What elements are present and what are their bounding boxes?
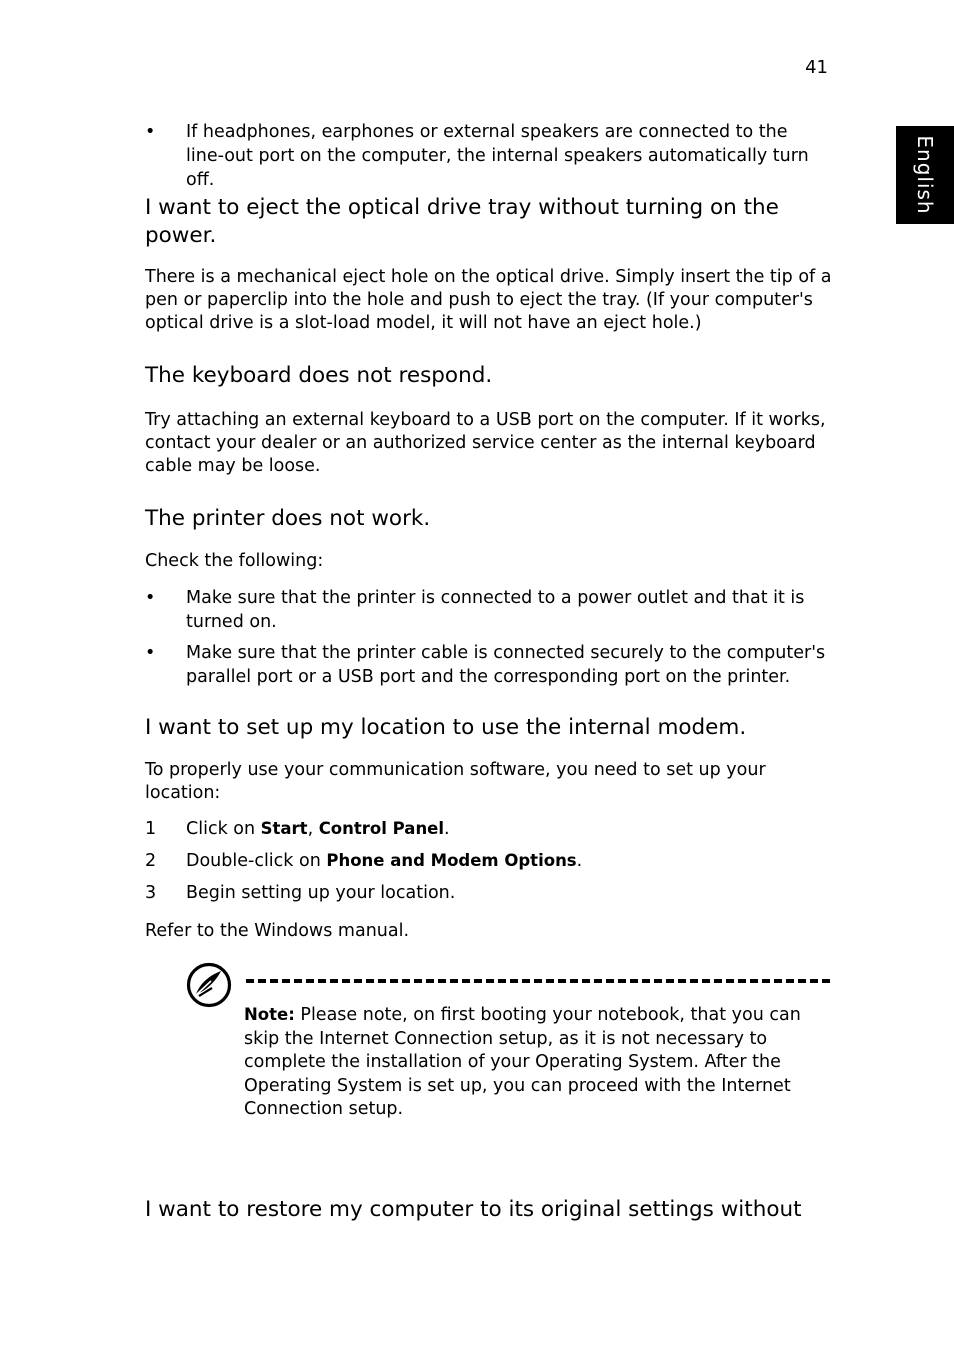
note-label: Note:: [244, 1005, 295, 1024]
step-text: Click on: [186, 819, 261, 839]
step-text: .: [444, 819, 450, 839]
bullet-icon: •: [145, 588, 156, 608]
heading-keyboard: The keyboard does not respond.: [145, 363, 493, 388]
bullet-text: If headphones, earphones or external speakers are connected to the line-out port on the computer, the internal speakers automatically turn off.: [186, 122, 809, 190]
note-divider: [246, 979, 830, 983]
bullet-text: Make sure that the printer cable is connected securely to the computer's parallel port or a USB port and the corresponding port on the printer.: [186, 643, 826, 687]
ui-term-start: Start: [260, 819, 308, 838]
language-tab: [896, 126, 954, 224]
step-text: ,: [307, 819, 319, 839]
ui-term-control-panel: Control Panel: [318, 819, 445, 838]
paragraph-keyboard: Try attaching an external keyboard to a USB port on the computer. If it works, contact your dealer or an authorized service center as the internal keyboard cable may be loose.: [145, 410, 826, 476]
bullet-icon: •: [145, 122, 156, 142]
step-number: 2: [145, 851, 157, 871]
note-body: Please note, on first booting your notebook, that you can skip the Internet Connection setup, as it is not necessary to complete the installation of your Operating System. After the Operating System is set up, you can proceed with the Internet Connection setup.: [244, 1005, 801, 1119]
heading-eject: I want to eject the optical drive tray without turning on the power.: [145, 195, 779, 248]
paragraph-modem-intro: To properly use your communication software, you need to set up your location:: [145, 760, 766, 803]
heading-modem: I want to set up my location to use the internal modem.: [145, 715, 747, 740]
paragraph-modem-outro: Refer to the Windows manual.: [145, 921, 410, 941]
ui-term-phone-modem-options: Phone and Modem Options: [326, 851, 577, 870]
step-text: Begin setting up your location.: [186, 883, 456, 903]
note-icon: [186, 962, 234, 1008]
paragraph-eject: There is a mechanical eject hole on the optical drive. Simply insert the tip of a pen or paperclip into the hole and push to eject the tray. (If your computer's optical drive is a slot-load model, it will not have an eject hole.): [145, 267, 832, 333]
step-number: 3: [145, 883, 157, 903]
paragraph-printer-intro: Check the following:: [145, 551, 324, 571]
heading-restore: I want to restore my computer to its original settings without: [145, 1197, 802, 1222]
language-tab-label: English: [913, 135, 937, 215]
bullet-text: Make sure that the printer is connected to a power outlet and that it is turned on.: [186, 588, 805, 632]
note-block: [244, 1003, 819, 1122]
step-number: 1: [145, 819, 157, 839]
step-text: .: [576, 851, 583, 871]
page-number: 41: [805, 57, 828, 78]
bullet-icon: •: [145, 643, 156, 663]
step-text: Double-click on: [186, 851, 327, 871]
heading-printer: The printer does not work.: [145, 506, 431, 531]
